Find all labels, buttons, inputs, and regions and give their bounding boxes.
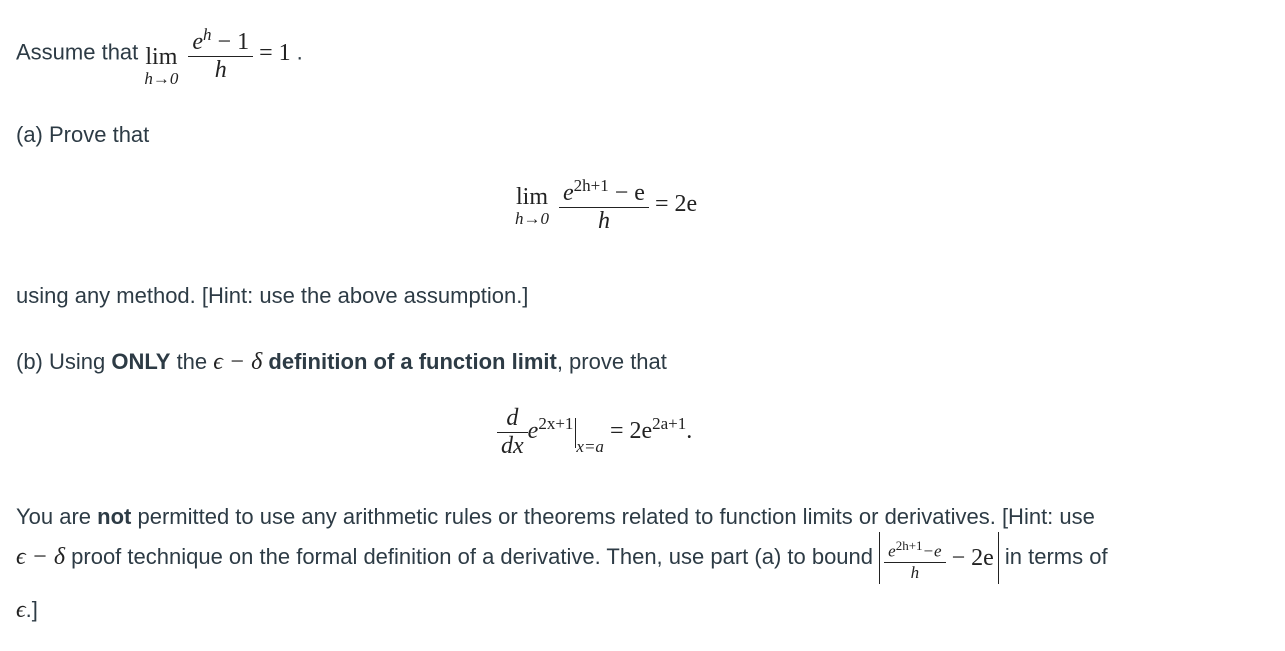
assumption-formula bbox=[144, 24, 296, 88]
rhs: = 1 bbox=[259, 39, 291, 66]
derivative-operator: $\frac{d}{dx}$ bbox=[497, 405, 528, 460]
only-emphasis: ONLY bbox=[111, 349, 171, 374]
note-line-2: ϵ − δ proof technique on the formal definition of a derivative. Then, use part (a) to bound $\frac{e^{2h+1}-e}{h}$ − 2e in terms of bbox=[16, 532, 1108, 584]
part-a-after: using any method. [Hint: use the above assumption.] bbox=[16, 283, 529, 308]
definition-emphasis: definition of a function limit bbox=[262, 349, 557, 374]
epsilon-delta: ϵ − δ bbox=[16, 543, 66, 570]
part-b-intro: (b) Using ONLY the ϵ − δ definition of a function limit, prove that bbox=[16, 349, 667, 375]
part-a-intro: (a) Prove that bbox=[16, 122, 150, 147]
not-emphasis: not bbox=[97, 504, 132, 529]
part-a-formula bbox=[515, 176, 697, 235]
fraction: $\frac{e^{2h+1} - e}{h}$ bbox=[559, 176, 649, 235]
assumption-period: . bbox=[296, 39, 303, 65]
assumption-line bbox=[16, 20, 303, 88]
rhs: = 2e bbox=[654, 191, 698, 218]
note-line-3: ϵ.] bbox=[16, 597, 38, 623]
fraction: $\frac{e^h - 1}{h}$ bbox=[188, 25, 253, 84]
epsilon: ϵ bbox=[16, 597, 26, 623]
limit-operator: lim h→0 bbox=[144, 44, 179, 88]
evaluation-point: x=a bbox=[576, 437, 604, 457]
absolute-value-expression: $\frac{e^{2h+1}-e}{h}$ − 2e bbox=[879, 532, 999, 584]
limit-operator: lim h→0 bbox=[515, 183, 549, 228]
part-b-formula: $\frac{d}{dx}$ $e^{2x+1}_{x=a} = 2e^{2a+1}$. bbox=[497, 405, 692, 460]
note-line-1: You are not permitted to use any arithmetic rules or theorems related to function limits or derivatives. [Hint: use bbox=[16, 504, 1095, 529]
assumption-prefix: Assume that bbox=[16, 39, 145, 65]
epsilon-delta: ϵ − δ bbox=[213, 349, 263, 375]
